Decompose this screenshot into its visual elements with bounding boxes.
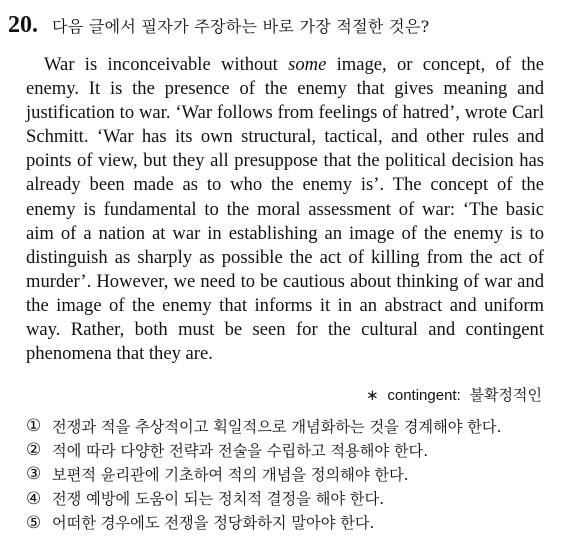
option-number: ③ <box>26 464 42 485</box>
option-number: ④ <box>26 488 42 509</box>
footnote-definition: 불확정적인 <box>469 386 542 404</box>
passage-text-start: War is inconceivable without <box>44 54 289 75</box>
option-text: 적에 따라 다양한 전략과 전술을 수립하고 적용해야 한다. <box>52 441 429 460</box>
answer-option-5[interactable] <box>26 511 556 535</box>
footnote-star: ∗ <box>366 386 379 404</box>
option-number: ① <box>26 416 42 437</box>
question-header <box>8 12 568 39</box>
option-text: 전쟁 예방에 도움이 되는 정치적 결정을 해야 한다. <box>52 490 385 509</box>
answer-option-1[interactable] <box>26 414 556 438</box>
question-number: 20. <box>8 12 38 38</box>
answer-option-4[interactable] <box>26 487 556 511</box>
answer-option-3[interactable] <box>26 462 556 486</box>
passage-text-rest: image, or concept, of the enemy. It is the presence of the enemy that gives meaning and justification to war. ‘War follows from feelings of hatred’, wrote Carl Schmitt. ‘War has its own structural, tactical, and other rules and points of view, but they all presuppose that the political decision has already been made as to who the enemy is’. The concept of the enemy is fundamental to the moral assessment of war: ‘The basic aim of a nation at war in establishing an image of the enemy is to distinguish as sharply as possible the act of killing from the act of murder’. However, we need to be cautious about thinking of war and the image of the enemy that informs it in an abstract and uniform way. Rather, both must be seen for the cultural and contingent phenomena that they are. <box>26 54 544 365</box>
option-number: ⑤ <box>26 512 42 533</box>
passage-emphasis: some <box>288 54 327 75</box>
reading-passage <box>26 53 544 366</box>
option-text: 전쟁과 적을 추상적이고 획일적으로 개념화하는 것을 경계해야 한다. <box>52 417 502 436</box>
answer-option-2[interactable] <box>26 438 556 462</box>
option-number: ② <box>26 440 42 461</box>
vocabulary-footnote <box>366 384 542 405</box>
footnote-term: contingent: <box>387 387 461 404</box>
question-prompt: 다음 글에서 필자가 주장하는 바로 가장 적절한 것은? <box>52 17 430 36</box>
option-text: 보편적 윤리관에 기초하여 적의 개념을 정의해야 한다. <box>52 465 409 484</box>
option-text: 어떠한 경우에도 전쟁을 정당화하지 말아야 한다. <box>52 514 375 533</box>
answer-options <box>26 414 556 535</box>
